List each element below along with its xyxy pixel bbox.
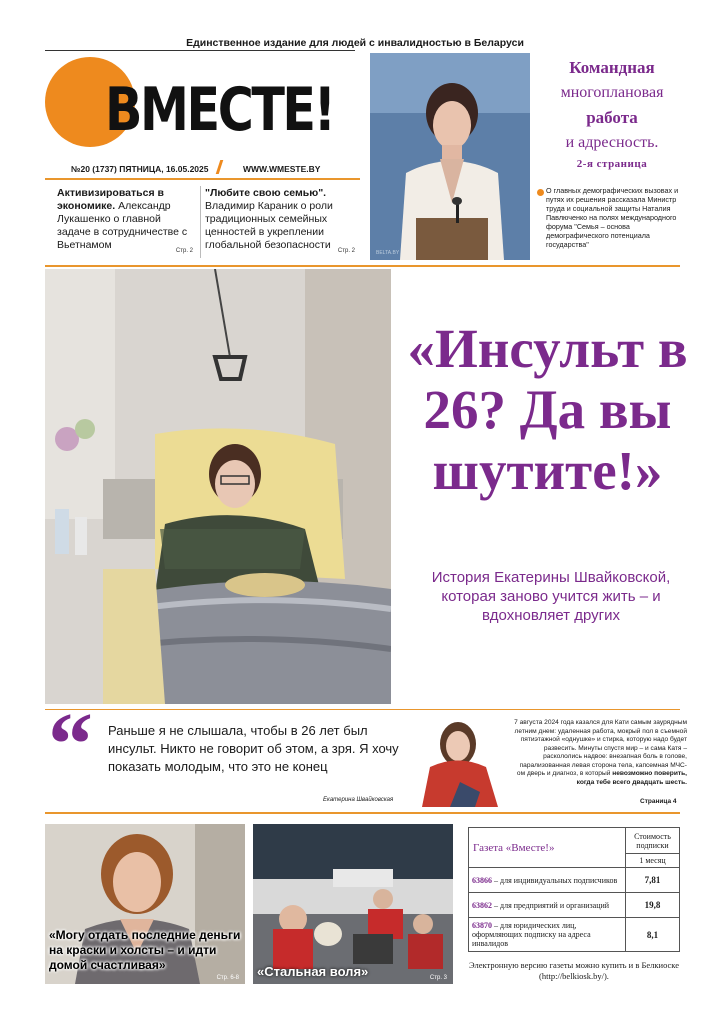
headline-line: и адресность.	[565, 134, 659, 151]
subs-title: Газета «Вместе!»	[469, 828, 626, 868]
quote-mark: “	[48, 695, 93, 794]
subs-row	[469, 868, 680, 893]
teaser-lead: Активизироваться в экономике.	[57, 187, 164, 212]
subs-row	[469, 893, 680, 918]
artist-caption: «Могу отдать последние деньги на краски и холсты – и идти домой счастливая»	[49, 928, 241, 972]
quote-text: Раньше я не слышала, чтобы в 26 лет был инсульт. Никто не говорит об этом, а зря. Я хочу показать молодым, что это не конец	[108, 723, 399, 774]
subs-cost-header: Стоимость подписки	[626, 828, 680, 854]
photo-watermark: BELTA.BY	[376, 250, 400, 256]
teaser-page: Стр. 2	[175, 248, 193, 254]
side-text-bold: невозможно поверить, когда тебе всего двадцать шесть.	[576, 770, 687, 786]
subs-desc: – для юридических лиц, оформляющих подписку на адреса инвалидов	[472, 921, 591, 948]
subs-period: 1 месяц	[626, 854, 680, 868]
katya-photo	[400, 712, 510, 807]
headline-line: многоплановая	[560, 84, 664, 101]
subs-price: 7,81	[626, 868, 680, 893]
subs-code: 63870	[472, 921, 492, 930]
masthead-rule	[45, 178, 360, 180]
main-story-photo	[45, 269, 391, 704]
subs-note: Электронную версию газеты можно купить и в Белкиоске (http://belkiosk.by/).	[469, 960, 679, 981]
main-subheadline: История Екатерины Швайковской, которая заново учится жить – и вдохновляет других	[431, 569, 671, 624]
subscription-box	[468, 827, 680, 981]
caption-bullet	[537, 189, 544, 196]
minister-photo	[370, 53, 530, 260]
bottom-rule	[45, 812, 680, 814]
subs-desc: – для предприятий и организаций	[492, 900, 610, 910]
teaser-economy[interactable]	[57, 187, 197, 257]
issue-divider	[216, 160, 224, 174]
subs-price: 8,1	[626, 918, 680, 952]
teaser-divider	[200, 186, 201, 258]
story-page-ref: Страница 4	[640, 798, 677, 805]
football-caption: «Стальная воля»	[257, 964, 369, 979]
issue-line: №20 (1737) ПЯТНИЦА, 16.05.2025	[71, 164, 209, 174]
subs-row	[469, 918, 680, 952]
football-page-ref: Стр. 3	[429, 975, 447, 981]
subs-code: 63866	[472, 875, 492, 885]
story-rule	[45, 709, 680, 710]
football-photo[interactable]	[253, 824, 453, 984]
side-text-normal: 7 августа 2024 года казался для Кати самым заурядным летним днем: удаленная работа, мокрый пол в съемной пятиэтажной «однушке» и стирка, которую надо будет развесить. Минуты спустя мир – и сама Катя – раскололись надвое: внезапная боль в голове, парализованная левая сторона тела, капсемная МЧС-ом дверь и диагноз, в который	[514, 719, 687, 777]
logo	[45, 55, 365, 155]
masthead-tagline: Единственное издание для людей с инвалидностью в Беларуси	[186, 37, 524, 49]
teaser-page: Стр. 2	[337, 248, 355, 254]
teaser-text: Владимир Караник о роли традиционных семейных ценностей в укреплении глобальной безопасности	[205, 200, 333, 251]
story-side-text	[512, 719, 687, 787]
logo-text: ВМЕСТЕ!	[105, 75, 334, 145]
top-right-headline[interactable]	[537, 55, 687, 173]
subs-price: 19,8	[626, 893, 680, 918]
masthead-bottom-rule	[45, 265, 680, 267]
headline-line: работа	[586, 108, 638, 127]
artist-page-ref: Стр. 6-8	[216, 975, 239, 981]
website-link[interactable]: WWW.WMESTE.BY	[243, 164, 321, 174]
artist-photo[interactable]	[45, 824, 245, 984]
subs-code: 63862	[472, 900, 492, 910]
katya-photo-caption: Екатерина Швайковская	[323, 797, 394, 803]
tagline-rule	[45, 50, 355, 51]
teaser-family[interactable]	[205, 187, 355, 257]
teaser-lead: "Любите свою семью".	[205, 187, 327, 199]
subs-desc: – для индивидуальных подписчиков	[492, 875, 618, 885]
page-ref: 2-я страница	[576, 158, 648, 170]
subscription-table	[468, 827, 680, 952]
minister-caption: О главных демографических вызовах и путях их решения рассказала Министр труда и социальной защиты Наталия Павлюченко на полях международного форума "Семья – основа демографического потенциала государства"	[546, 186, 679, 249]
teaser-text: Александр Лукашенко о главной задаче в сотрудничестве с Вьетнамом	[57, 200, 188, 251]
headline-line: Командная	[569, 58, 655, 77]
main-headline[interactable]: «Инсульт в 26? Да вы шутите!»	[407, 318, 688, 501]
